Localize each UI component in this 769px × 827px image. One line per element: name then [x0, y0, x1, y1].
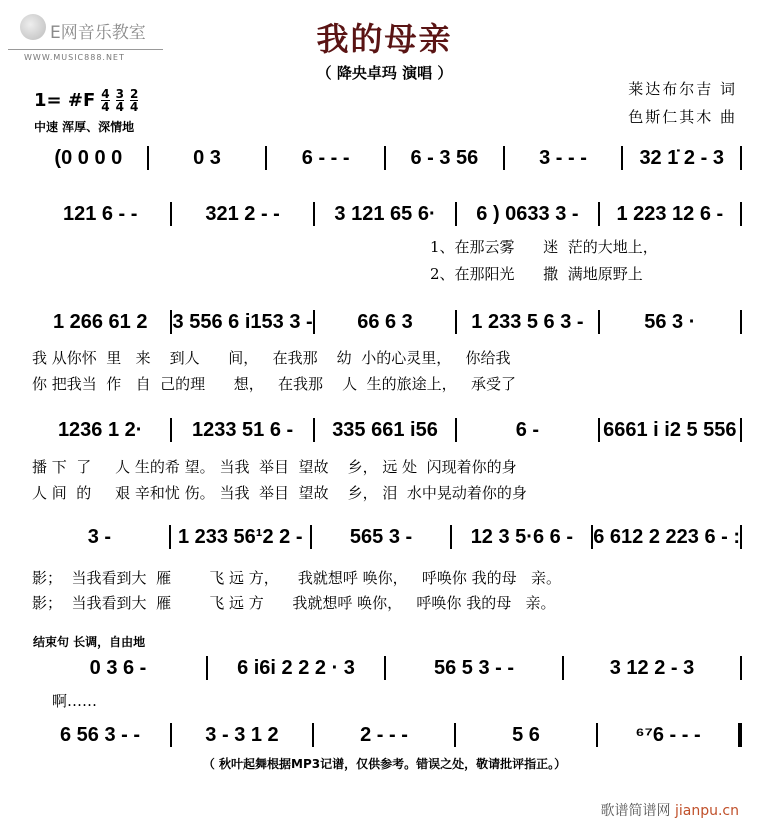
score-row-4 [30, 418, 742, 442]
measure: 6 612 2 223 6 - : [593, 525, 741, 548]
logo-text: E网音乐教室 [50, 23, 146, 43]
measure: 6 - [515, 418, 540, 441]
score-row-7 [30, 723, 742, 747]
measure: 1 233 5 6 3 - [471, 310, 584, 333]
bar-line [740, 656, 742, 680]
singer: （ 降央卓玛 演唱 ） [316, 64, 453, 82]
bar-line [740, 202, 742, 226]
measure: 6 i6i 2 2 2 · 3 [237, 656, 355, 679]
meter-2-4: $\frac{2}{4}$ [129, 87, 139, 114]
lyric-line: 1、在那云雾 迷 茫的大地上， [430, 238, 658, 256]
measure: 3 - - - [539, 146, 587, 169]
measure: 6 - - - [301, 146, 350, 169]
meter-4-4: $\frac{4}{4}$ [101, 87, 110, 114]
song-title: 我的母亲 [316, 20, 453, 58]
measure: 0 3 6 - [89, 656, 147, 679]
lyricist: 莱达布尔吉 词 [628, 80, 737, 98]
final-barline [738, 723, 742, 747]
measure: 6 ) 0633 3 - [476, 202, 579, 225]
measure: 12 3 5·6 6 - [470, 525, 573, 548]
measure: 6661 i i2 5 556 [603, 418, 737, 441]
bar-line [740, 525, 742, 549]
lyric-line: 2、在那阳光 撒 满地原野上 [430, 265, 643, 283]
measure: 1 223 12 6 - [616, 202, 724, 225]
measure: 1 233 56¹2 2 - [177, 525, 303, 548]
logo-url: WWW.MUSIC888.NET [24, 53, 125, 62]
measure: 56 5 3 - - [433, 656, 515, 679]
lyric-line: 影； 当我看到大 雁 飞 远 方 我就想呼 唤你， 呼唤你 我的母 亲。 [32, 594, 556, 612]
score-row-5 [30, 525, 742, 549]
lyric-line: 影； 当我看到大 雁 飞 远 方， 我就想呼 唤你， 呼唤你 我的母 亲。 [32, 569, 561, 587]
lyric-line: 人 间 的 艰 辛和忧 伤。 当我 举目 望故 乡， 泪 水中晃动着你的身 [32, 484, 527, 502]
measure: 2 - - - [360, 723, 408, 746]
measure: 3 - [87, 525, 112, 548]
score-row-3 [30, 310, 742, 334]
measure: 3 556 6 i153 3 - [172, 310, 313, 333]
measure: 565 3 - [349, 525, 413, 548]
bar-line [740, 418, 742, 442]
lyric-line: 你 把我当 作 自 己的理 想， 在我那 人 生的旅途上， 承受了 [32, 375, 516, 393]
lyric-line: 播 下 了 人 生的希 望。 当我 举目 望故 乡， 远 处 闪现着你的身 [32, 458, 517, 476]
measure: 6 56 3 - - [59, 723, 141, 746]
footnote: （ 秋叶起舞根据MP3记谱，仅供参考。错误之处，敬请批评指正。） [202, 757, 567, 771]
ending-label: 结束句 长调，自由地 [33, 635, 146, 649]
key-signature [34, 88, 138, 113]
measure: 121 6 - - [62, 202, 138, 225]
watermark: 歌谱简谱网 jianpu.cn [600, 803, 739, 819]
measure: (0 0 0 0 [54, 146, 123, 169]
measure: 321 2 - - [205, 202, 280, 225]
measure: 1 266 61 2 [52, 310, 148, 333]
measure: 335 661 i56 [332, 418, 438, 441]
composer: 色斯仁其木 曲 [628, 108, 737, 126]
tempo-marking: 中速 浑厚、深情地 [34, 120, 135, 134]
lyric-line: 我 从你怀 里 来 到人 间， 在我那 幼 小的心灵里， 你给我 [32, 349, 511, 367]
measure: 1236 1 2· [57, 418, 143, 441]
score-row-1 [30, 146, 742, 170]
measure: 3 121 65 6· [334, 202, 436, 225]
bar-line [740, 310, 742, 334]
measure: 66 6 3 [357, 310, 413, 333]
measure: 0 3 [193, 146, 221, 169]
measure: 3 - 3 1 2 [205, 723, 279, 746]
measure: 3 12 2 - 3 [609, 656, 695, 679]
meter-3-4: $\frac{3}{4}$ [115, 87, 124, 114]
key-label: 1= #F [34, 90, 96, 111]
lyric-ah: 啊…… [52, 692, 98, 710]
measure: ⁶⁷6 - - - [635, 723, 701, 746]
measure: 32 1̇ 2 - 3 [639, 146, 724, 169]
score-row-2 [30, 202, 742, 226]
score-row-6 [30, 656, 742, 680]
bar-line [740, 146, 742, 170]
measure: 5 6 [512, 723, 540, 746]
measure: 1233 51 6 - [192, 418, 294, 441]
measure: 56 3 · [644, 310, 696, 333]
measure: 6 - 3 56 [410, 146, 479, 169]
